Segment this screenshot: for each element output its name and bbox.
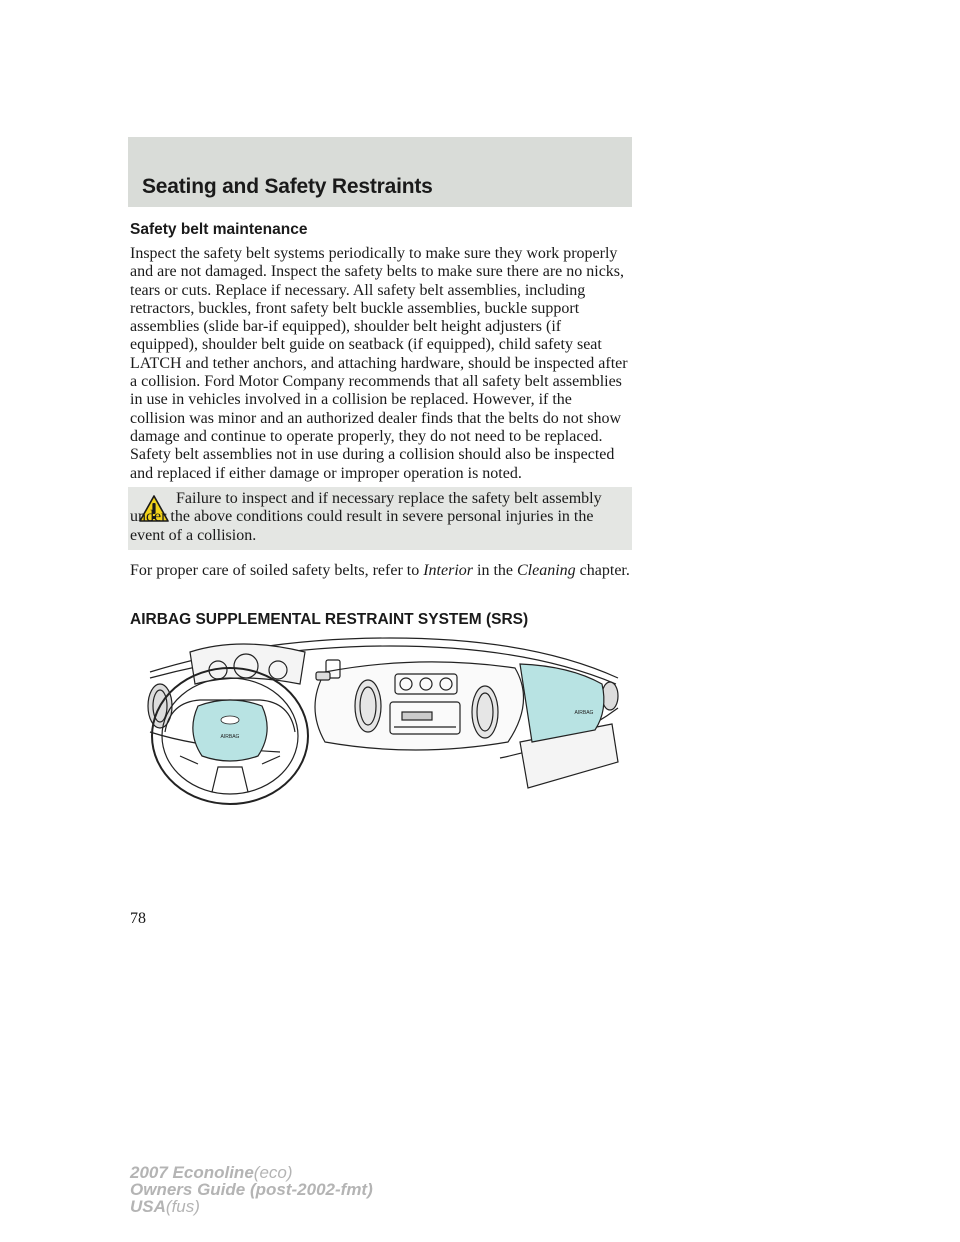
care-paragraph: [130, 562, 630, 580]
steering-airbag-cover: [193, 700, 267, 761]
document-footer: [130, 1164, 373, 1215]
care-suffix: chapter.: [575, 562, 630, 579]
maintenance-paragraph: Inspect the safety belt systems periodically to make sure they work properly and are not damaged. Inspect the safety belts to make sure there are no nicks, tears or cuts. Replace if necessary. All safety belt assemblies, including retractors, buckles, front safety belt buckle assemblies, buckle support assemblies (slide bar-if equipped), shoulder belt height adjusters (if equipped), shoulder belt guide on seatback (if equipped), child safety seat LATCH and tether anchors, and attaching hardware, should be inspected after a collision. Ford Motor Company recommends that all safety belt assemblies in use in vehicles involved in a collision be replaced. However, if the collision was minor and an authorized dealer finds that the belts do not show damage and continue to operate properly, they do not need to be replaced. Safety belt assemblies not in use during a collision should also be inspected and replaced if either damage or improper operation is noted.: [130, 245, 628, 482]
warning-text: Failure to inspect and if necessary replace the safety belt assembly under the above conditions could result in severe personal injuries in the event of a collision.: [130, 490, 602, 544]
care-middle: in the: [473, 562, 517, 579]
cleaning-reference: Cleaning: [517, 562, 576, 579]
warning-box: [128, 487, 632, 550]
footer-model: 2007 Econoline: [130, 1163, 254, 1182]
footer-guide: Owners Guide (post-2002-fmt): [130, 1180, 373, 1199]
page-number: 78: [130, 910, 146, 927]
interior-reference: Interior: [423, 562, 473, 579]
chapter-header-band: [128, 137, 632, 207]
footer-market: USA: [130, 1197, 166, 1216]
footer-model-code: (eco): [253, 1163, 293, 1182]
steering-airbag-label: AIRBAG: [220, 734, 240, 740]
footer-market-code: (fus): [165, 1197, 200, 1216]
section-heading-maintenance: Safety belt maintenance: [130, 221, 308, 238]
passenger-airbag-label: AIRBAG: [574, 710, 594, 716]
dashboard-airbag-illustration: [140, 632, 625, 817]
care-prefix: For proper care of soiled safety belts, refer to: [130, 562, 424, 579]
chapter-title: Seating and Safety Restraints: [142, 175, 433, 198]
section-heading-airbag: AIRBAG SUPPLEMENTAL RESTRAINT SYSTEM (SRS): [130, 611, 529, 628]
passenger-airbag-cover: [520, 664, 604, 742]
